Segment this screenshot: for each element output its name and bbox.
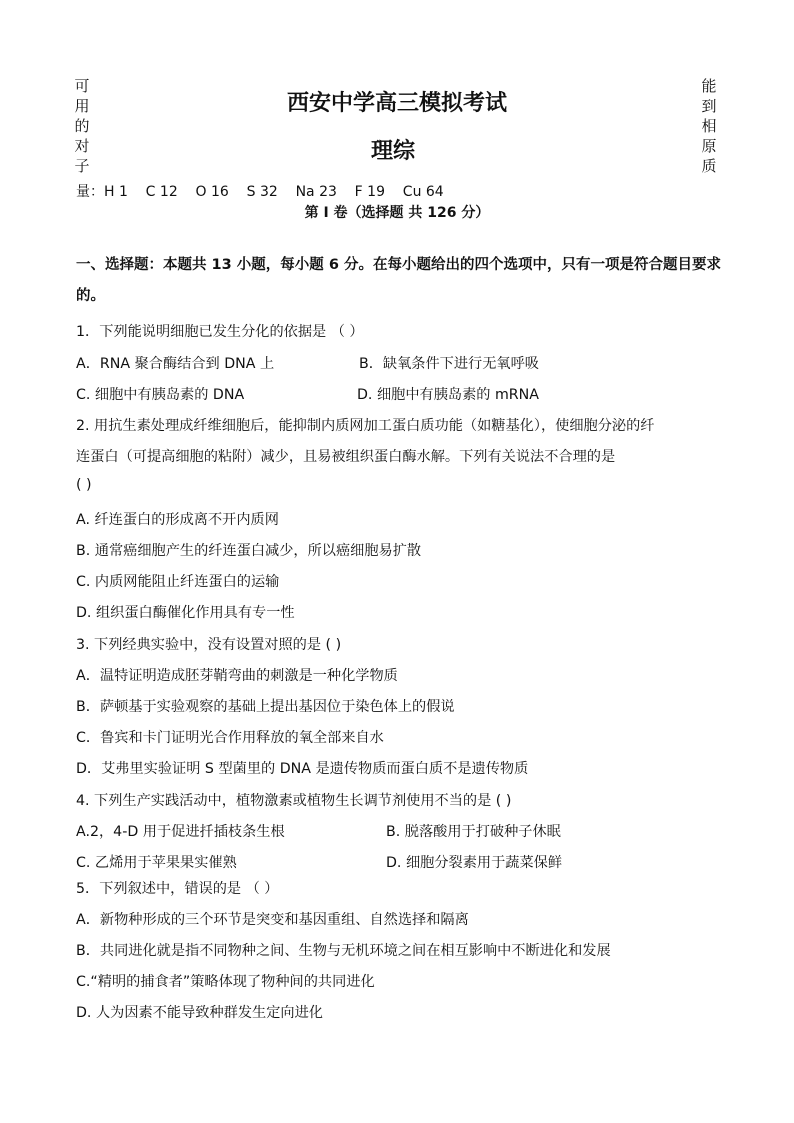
q2-stem-line-1: 2. 用抗生素处理成纤维细胞后，能抑制内质网加工蛋白质功能（如糖基化），使细胞分泌的纤 bbox=[76, 418, 655, 434]
section-heading: 一、选择题：本题共 13 小题，每小题 6 分。在每小题给出的四个选项中，只有一项是符合题目要求的。 bbox=[76, 257, 721, 304]
left-margin-char: 可 bbox=[74, 77, 90, 95]
q2-option-c: C. 内质网能阻止纤连蛋白的运输 bbox=[76, 574, 280, 590]
right-margin-char: 到 bbox=[701, 97, 717, 115]
exam-subject: 理综 bbox=[370, 139, 415, 164]
q4-option-a: A.2，4-D 用于促进扦插枝条生根 bbox=[76, 824, 285, 840]
q3-option-c: C．鲁宾和卡门证明光合作用释放的氧全部来自水 bbox=[76, 730, 384, 746]
q2-option-d: D. 组织蛋白酶催化作用具有专一性 bbox=[76, 605, 295, 621]
q5-option-d: D. 人为因素不能导致种群发生定向进化 bbox=[76, 1005, 323, 1021]
left-margin-char: 的 bbox=[74, 117, 90, 135]
q1-stem: 1．下列能说明细胞已发生分化的依据是 （ ） bbox=[76, 324, 364, 340]
part-heading: 第 I 卷（选择题 共 126 分） bbox=[304, 205, 490, 221]
q3-stem: 3. 下列经典实验中，没有设置对照的是 ( ) bbox=[76, 637, 342, 653]
right-margin-char: 相 bbox=[701, 117, 717, 135]
q1-option-a: A．RNA 聚合酶结合到 DNA 上 bbox=[76, 356, 275, 372]
q5-option-b: B．共同进化就是指不同物种之间、生物与无机环境之间在相互影响中不断进化和发展 bbox=[76, 943, 611, 959]
q1-option-b: B．缺氧条件下进行无氧呼吸 bbox=[359, 356, 539, 372]
q2-stem-line-3: ( ) bbox=[76, 477, 92, 493]
q5-stem: 5．下列叙述中，错误的是 （ ） bbox=[76, 881, 279, 897]
q1-option-d: D. 细胞中有胰岛素的 mRNA bbox=[357, 387, 539, 403]
q4-stem: 4. 下列生产实践活动中，植物激素或植物生长调节剂使用不当的是 ( ) bbox=[76, 793, 512, 809]
q2-stem-line-2: 连蛋白（可提高细胞的粘附）减少，且易被组织蛋白酶水解。下列有关说法不合理的是 bbox=[76, 449, 616, 465]
q1-option-c: C. 细胞中有胰岛素的 DNA bbox=[76, 387, 245, 403]
left-margin-char: 用 bbox=[74, 97, 90, 115]
q3-option-a: A．温特证明造成胚芽鞘弯曲的刺激是一种化学物质 bbox=[76, 668, 398, 684]
q4-option-d: D. 细胞分裂素用于蔬菜保鲜 bbox=[386, 855, 563, 871]
left-margin-char: 子 bbox=[74, 157, 90, 175]
left-margin-char: 对 bbox=[74, 137, 90, 155]
right-margin-char: 原 bbox=[701, 137, 717, 155]
exam-title: 西安中学高三模拟考试 bbox=[286, 91, 507, 116]
q5-option-a: A．新物种形成的三个环节是突变和基因重组、自然选择和隔离 bbox=[76, 912, 469, 928]
q3-option-d: D．艾弗里实验证明 S 型菌里的 DNA 是遗传物质而蛋白质不是遗传物质 bbox=[76, 761, 529, 777]
right-margin-char: 质 bbox=[701, 157, 717, 175]
q4-option-b: B. 脱落酸用于打破种子休眠 bbox=[386, 824, 561, 840]
q2-option-a: A. 纤连蛋白的形成离不开内质网 bbox=[76, 512, 279, 528]
right-margin-char: 能 bbox=[701, 77, 717, 95]
q3-option-b: B．萨顿基于实验观察的基础上提出基因位于染色体上的假说 bbox=[76, 699, 455, 715]
q4-option-c: C. 乙烯用于苹果果实催熟 bbox=[76, 855, 237, 871]
atomic-masses-line: 量：H 1 C 12 O 16 S 32 Na 23 F 19 Cu 64 bbox=[76, 184, 444, 200]
q5-option-c: C.“精明的捕食者”策略体现了物种间的共同进化 bbox=[76, 974, 375, 990]
q2-option-b: B. 通常癌细胞产生的纤连蛋白减少，所以癌细胞易扩散 bbox=[76, 543, 422, 559]
